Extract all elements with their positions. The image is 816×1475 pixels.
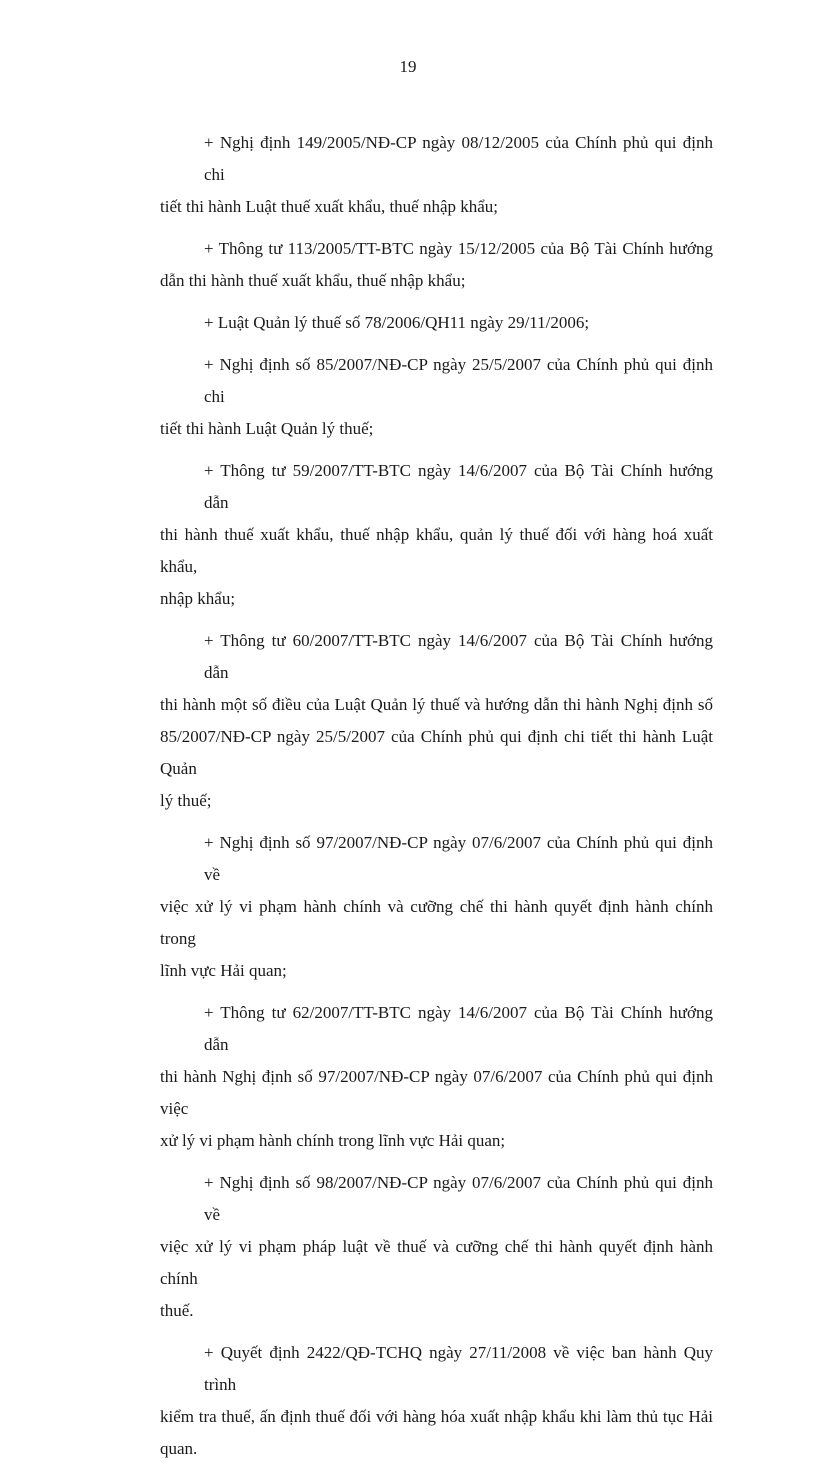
paragraph <box>160 997 713 1157</box>
text-line: + Thông tư 60/2007/TT-BTC ngày 14/6/2007 của Bộ Tài Chính hướng dẫn <box>204 631 713 682</box>
document-body <box>160 127 713 1475</box>
text-line: + Thông tư 59/2007/TT-BTC ngày 14/6/2007 của Bộ Tài Chính hướng dẫn <box>204 461 713 512</box>
paragraph <box>160 307 713 339</box>
text-line: lý thuế; <box>160 791 212 810</box>
paragraph <box>160 625 713 817</box>
text-line: xử lý vi phạm hành chính trong lĩnh vực Hải quan; <box>160 1131 506 1150</box>
paragraph <box>160 233 713 297</box>
text-line: tiết thi hành Luật thuế xuất khẩu, thuế nhập khẩu; <box>160 197 499 216</box>
text-line: dẫn thi hành thuế xuất khẩu, thuế nhập khẩu; <box>160 271 466 290</box>
text-line: + Nghị định số 85/2007/NĐ-CP ngày 25/5/2007 của Chính phủ qui định chi <box>204 355 713 406</box>
paragraph <box>160 827 713 987</box>
text-line: kiểm tra thuế, ấn định thuế đối với hàng hóa xuất nhập khẩu khi làm thủ tục Hải <box>160 1407 713 1426</box>
text-line: thi hành Nghị định số 97/2007/NĐ-CP ngày 07/6/2007 của Chính phủ qui định việc <box>160 1067 713 1118</box>
text-line: + Quyết định 2422/QĐ-TCHQ ngày 27/11/2008 về việc ban hành Quy trình <box>204 1343 713 1394</box>
text-line: quan. <box>160 1439 198 1458</box>
paragraph <box>160 127 713 223</box>
text-line: lĩnh vực Hải quan; <box>160 961 287 980</box>
text-line: việc xử lý vi phạm hành chính và cưỡng chế thi hành quyết định hành chính trong <box>160 897 713 948</box>
text-line: + Nghị định 149/2005/NĐ-CP ngày 08/12/2005 của Chính phủ qui định chi <box>204 133 713 184</box>
paragraph <box>160 1337 713 1465</box>
paragraph <box>160 1167 713 1327</box>
text-line: nhập khẩu; <box>160 589 236 608</box>
text-line: tiết thi hành Luật Quản lý thuế; <box>160 419 374 438</box>
text-line: việc xử lý vi phạm pháp luật về thuế và cưỡng chế thi hành quyết định hành chính <box>160 1237 713 1288</box>
paragraph <box>160 455 713 615</box>
text-line: thi hành thuế xuất khẩu, thuế nhập khẩu, quản lý thuế đối với hàng hoá xuất khẩu, <box>160 525 713 576</box>
text-line: + Thông tư 113/2005/TT-BTC ngày 15/12/2005 của Bộ Tài Chính hướng <box>204 239 713 258</box>
text-line: + Luật Quản lý thuế số 78/2006/QH11 ngày 29/11/2006; <box>204 313 590 332</box>
paragraph <box>160 349 713 445</box>
text-line: 85/2007/NĐ-CP ngày 25/5/2007 của Chính phủ qui định chi tiết thi hành Luật Quản <box>160 727 713 778</box>
text-line: + Nghị định số 98/2007/NĐ-CP ngày 07/6/2007 của Chính phủ qui định về <box>204 1173 713 1224</box>
text-line: thi hành một số điều của Luật Quản lý thuế và hướng dẫn thi hành Nghị định số <box>160 695 713 714</box>
text-line: + Thông tư 62/2007/TT-BTC ngày 14/6/2007 của Bộ Tài Chính hướng dẫn <box>204 1003 713 1054</box>
text-line: + Nghị định số 97/2007/NĐ-CP ngày 07/6/2007 của Chính phủ qui định về <box>204 833 713 884</box>
page-number: 19 <box>399 57 417 76</box>
text-line: thuế. <box>160 1301 194 1320</box>
